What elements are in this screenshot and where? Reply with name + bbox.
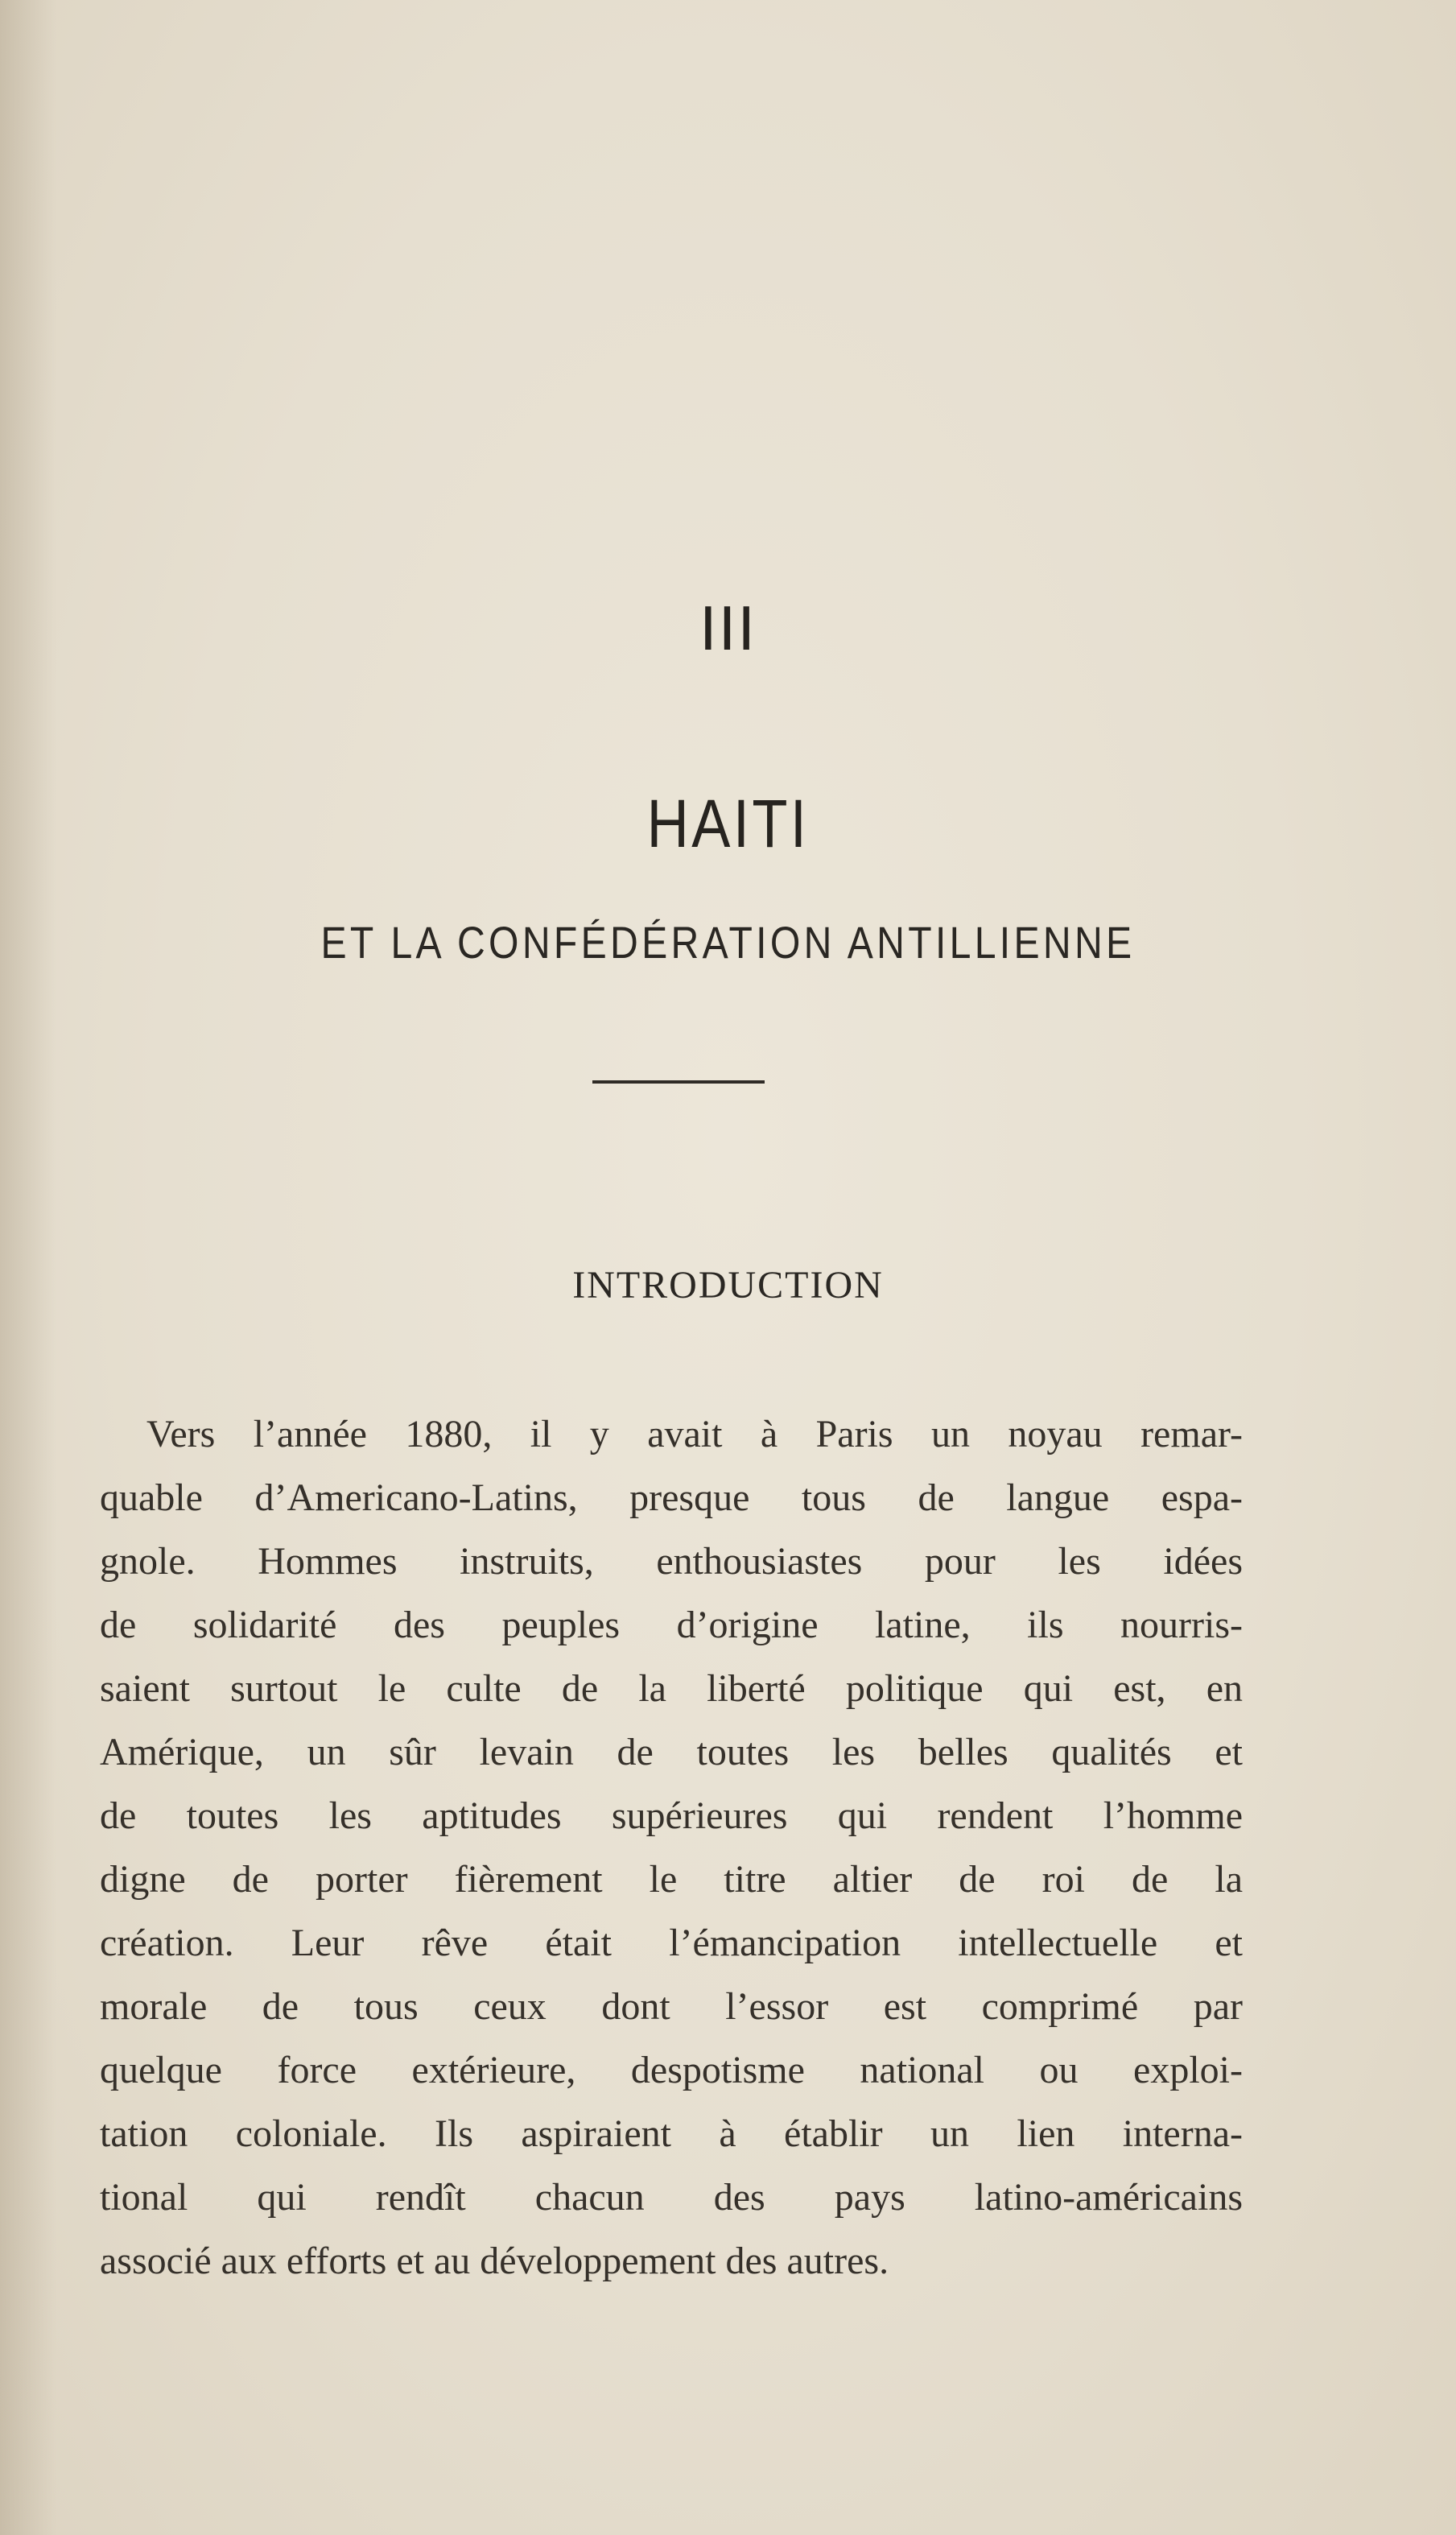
section-heading: INTRODUCTION xyxy=(572,1264,884,1307)
body-paragraph xyxy=(100,1402,1243,2293)
text-line: saient surtout le culte de la liberté politique qui est, en xyxy=(100,1667,1243,1710)
text-line: Vers l’année 1880, il y avait à Paris un noyau remar- xyxy=(146,1413,1243,1455)
chapter-subtitle: ET LA CONFÉDÉRATION ANTILLIENNE xyxy=(320,917,1136,968)
text-line: création. Leur rêve était l’émancipation intellectuelle et xyxy=(100,1922,1243,1964)
text-line: associé aux efforts et au développement des autres. xyxy=(100,2240,889,2282)
text-line: tional qui rendît chacun des pays latino-américains xyxy=(100,2176,1243,2219)
text-line: Amérique, un sûr levain de toutes les belles qualités et xyxy=(100,1731,1243,1773)
text-line: quelque force extérieure, despotisme national ou exploi- xyxy=(100,2049,1243,2091)
text-line: tation coloniale. Ils aspiraient à établir un lien interna- xyxy=(100,2112,1243,2155)
section-divider xyxy=(592,1080,765,1084)
text-line: de toutes les aptitudes supérieures qui rendent l’homme xyxy=(100,1794,1243,1837)
text-line: de solidarité des peuples d’origine latine, ils nourris- xyxy=(100,1604,1243,1646)
chapter-title: HAITI xyxy=(646,786,810,861)
text-line: quable d’Americano-Latins, presque tous de langue espa- xyxy=(100,1476,1243,1519)
text-line: morale de tous ceux dont l’essor est comprimé par xyxy=(100,1985,1243,2028)
text-line: gnole. Hommes instruits, enthousiastes pour les idées xyxy=(100,1540,1243,1583)
text-line: digne de porter fièrement le titre altier de roi de la xyxy=(100,1858,1243,1901)
chapter-number: III xyxy=(699,592,757,663)
